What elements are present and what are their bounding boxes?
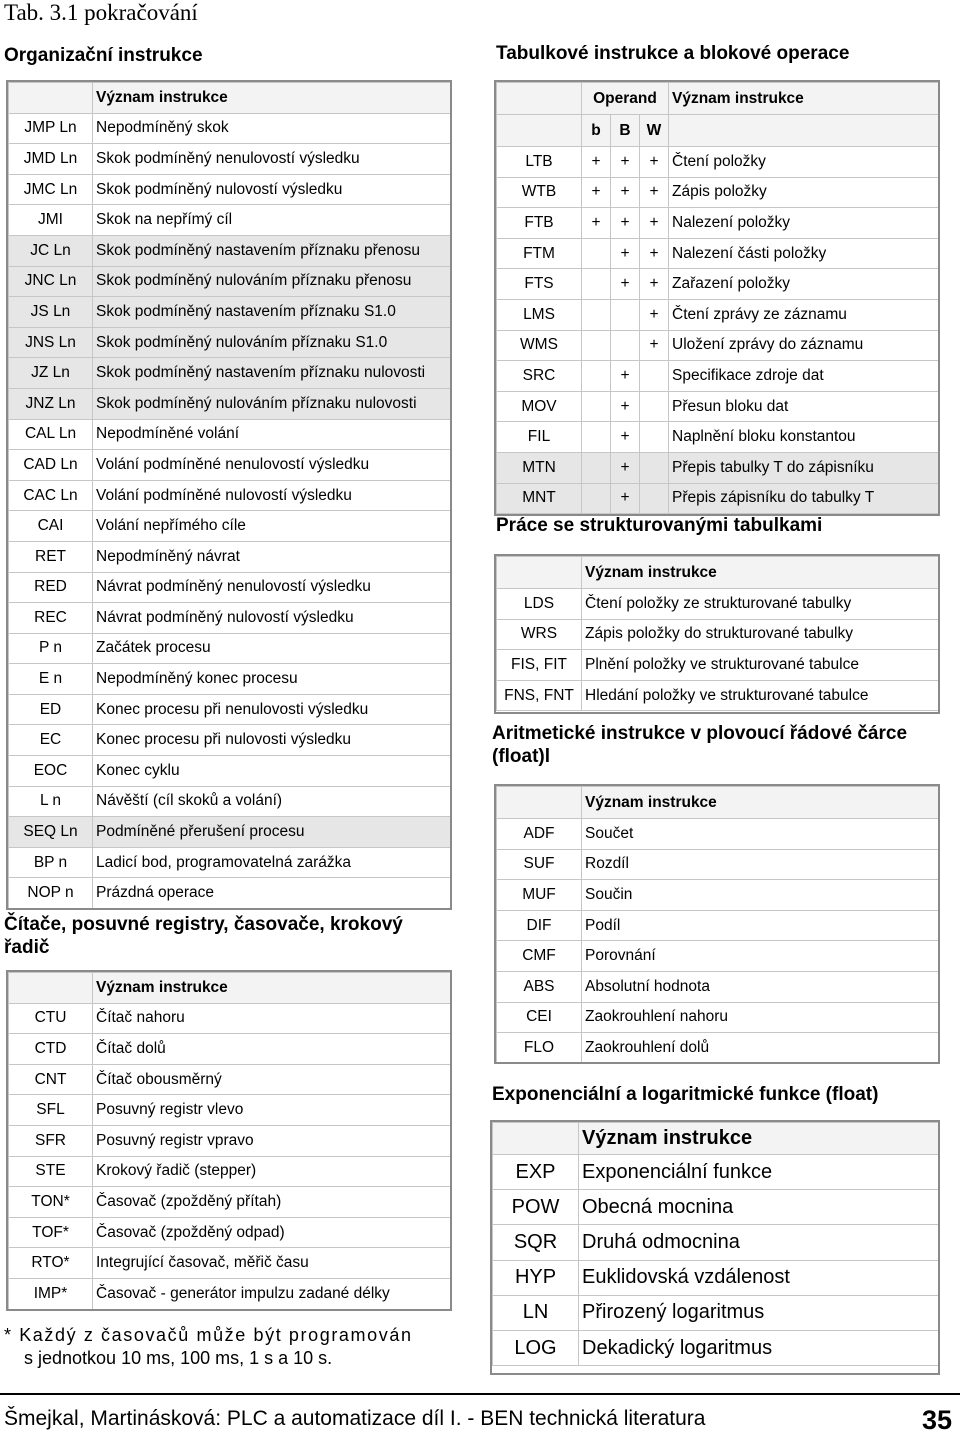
instruction-code: JNZ Ln — [9, 388, 93, 419]
instruction-code: EC — [9, 725, 93, 756]
instruction-meaning: Druhá odmocnina — [579, 1225, 939, 1260]
instruction-code: CTD — [9, 1034, 93, 1065]
organizational-instructions-table — [8, 82, 451, 909]
operand-B-mark: + — [611, 269, 640, 300]
operand-B-mark: + — [611, 147, 640, 178]
table-ops-row — [497, 208, 939, 239]
instruction-meaning: Euklidovská vzdálenost — [579, 1260, 939, 1295]
instruction-meaning: Čítač nahoru — [93, 1003, 451, 1034]
table-instructions-table — [496, 82, 939, 514]
instruction-code: CNT — [9, 1064, 93, 1095]
instruction-meaning: Čítač obousměrný — [93, 1064, 451, 1095]
instruction-meaning: Časovač (zpožděný odpad) — [93, 1217, 451, 1248]
instruction-code: JC Ln — [9, 235, 93, 266]
table-ops-row — [497, 299, 939, 330]
org-row — [9, 664, 451, 695]
instruction-meaning: Porovnání — [582, 941, 939, 972]
instruction-meaning: Ladicí bod, programovatelná zarážka — [93, 847, 451, 878]
instruction-code: WMS — [497, 330, 582, 361]
instruction-meaning: Skok podmíněný nastavením příznaku přenosu — [93, 235, 451, 266]
instruction-code: WRS — [497, 619, 582, 650]
instruction-meaning: Podmíněné přerušení procesu — [93, 817, 451, 848]
operand-W-mark: + — [640, 330, 669, 361]
operand-b-mark — [582, 269, 611, 300]
instruction-code: FNS, FNT — [497, 680, 582, 711]
instruction-meaning: Součet — [582, 819, 939, 850]
exponential-row — [493, 1260, 939, 1295]
operand-b-mark: + — [582, 177, 611, 208]
meaning-header: Význam instrukce — [582, 557, 939, 589]
instruction-meaning: Konec procesu při nenulovosti výsledku — [93, 694, 451, 725]
table-ops-row — [497, 238, 939, 269]
instruction-meaning: Skok podmíněný nulováním příznaku S1.0 — [93, 327, 451, 358]
instruction-code: BP n — [9, 847, 93, 878]
instruction-meaning: Volání nepřímého cíle — [93, 511, 451, 542]
operand-W-mark — [640, 391, 669, 422]
operand-W-mark — [640, 422, 669, 453]
instruction-meaning: Nepodmíněné volání — [93, 419, 451, 450]
arithmetic-header-row — [497, 787, 939, 819]
instruction-meaning: Podíl — [582, 910, 939, 941]
exponential-table — [492, 1122, 939, 1366]
instruction-code: MTN — [497, 452, 582, 483]
operand-W-mark — [640, 361, 669, 392]
org-row — [9, 297, 451, 328]
instruction-meaning: Obecná mocnina — [579, 1190, 939, 1225]
table-ops-row — [497, 269, 939, 300]
heading-exponential: Exponenciální a logaritmické funkce (float) — [492, 1084, 879, 1105]
instruction-meaning: Čtení položky ze strukturované tabulky — [582, 589, 939, 620]
operand-B-mark: + — [611, 391, 640, 422]
instruction-meaning: Absolutní hodnota — [582, 971, 939, 1002]
header-blank — [9, 83, 93, 114]
table-caption: Tab. 3.1 pokračování — [4, 0, 198, 25]
instruction-meaning: Návrat podmíněný nenulovostí výsledku — [93, 572, 451, 603]
operand-B-header: B — [611, 115, 640, 147]
counter-row — [9, 1217, 451, 1248]
org-row — [9, 725, 451, 756]
org-header-row — [9, 83, 451, 114]
org-row — [9, 388, 451, 419]
operand-subheader-row — [497, 115, 939, 147]
instruction-code: CEI — [497, 1002, 582, 1033]
org-row — [9, 205, 451, 236]
instruction-code: ED — [9, 694, 93, 725]
instruction-code: SQR — [493, 1225, 579, 1260]
instruction-code: SFR — [9, 1125, 93, 1156]
exponential-row — [493, 1330, 939, 1365]
instruction-meaning: Dekadický logaritmus — [579, 1330, 939, 1365]
counters-table — [8, 972, 451, 1310]
instruction-meaning: Skok podmíněný nastavením příznaku nulovosti — [93, 358, 451, 389]
instruction-code: CAC Ln — [9, 480, 93, 511]
operand-b-mark — [582, 238, 611, 269]
org-row — [9, 113, 451, 144]
footer-citation: Šmejkal, Martinásková: PLC a automatizace díl I. - BEN technická literatura — [4, 1407, 706, 1430]
instruction-code: CTU — [9, 1003, 93, 1034]
instruction-meaning: Čtení položky — [669, 147, 939, 178]
instruction-meaning: Hledání položky ve strukturované tabulce — [582, 680, 939, 711]
instruction-meaning: Skok podmíněný nulováním příznaku nulovosti — [93, 388, 451, 419]
instruction-code: ADF — [497, 819, 582, 850]
counter-row — [9, 1125, 451, 1156]
operand-B-mark: + — [611, 422, 640, 453]
counter-row — [9, 1248, 451, 1279]
instruction-code: HYP — [493, 1260, 579, 1295]
structured-row — [497, 619, 939, 650]
operand-W-mark: + — [640, 177, 669, 208]
org-row — [9, 817, 451, 848]
instruction-meaning: Posuvný registr vlevo — [93, 1095, 451, 1126]
structured-row — [497, 680, 939, 711]
instruction-code: IMP* — [9, 1278, 93, 1309]
table-ops-row — [497, 452, 939, 483]
instruction-meaning: Zápis položky — [669, 177, 939, 208]
table-ops-row — [497, 177, 939, 208]
org-row — [9, 480, 451, 511]
instruction-code: FLO — [497, 1033, 582, 1064]
instruction-code: TON* — [9, 1187, 93, 1218]
meaning-header: Význam instrukce — [93, 83, 451, 114]
operand-W-mark: + — [640, 238, 669, 269]
operand-B-mark: + — [611, 208, 640, 239]
org-row — [9, 327, 451, 358]
heading-organizational: Organizační instrukce — [4, 45, 203, 66]
operand-b-mark: + — [582, 147, 611, 178]
instruction-meaning: Nalezení položky — [669, 208, 939, 239]
instruction-meaning: Zaokrouhlení nahoru — [582, 1002, 939, 1033]
instruction-code: POW — [493, 1190, 579, 1225]
table-ops-row — [497, 391, 939, 422]
instruction-code: SRC — [497, 361, 582, 392]
instruction-meaning: Přesun bloku dat — [669, 391, 939, 422]
operand-W-mark: + — [640, 299, 669, 330]
operand-b-mark — [582, 452, 611, 483]
exponential-row — [493, 1155, 939, 1190]
counter-row — [9, 1003, 451, 1034]
structured-row — [497, 650, 939, 681]
meaning-header: Význam instrukce — [579, 1123, 939, 1155]
instruction-code: JMI — [9, 205, 93, 236]
org-row — [9, 419, 451, 450]
table-ops-header-row — [497, 83, 939, 115]
instruction-code: FIL — [497, 422, 582, 453]
instruction-code: JS Ln — [9, 297, 93, 328]
instruction-meaning: Zápis položky do strukturované tabulky — [582, 619, 939, 650]
instruction-meaning: Konec cyklu — [93, 756, 451, 787]
instruction-code: JMC Ln — [9, 174, 93, 205]
operand-W-mark — [640, 483, 669, 514]
instruction-meaning: Plnění položky ve strukturované tabulce — [582, 650, 939, 681]
instruction-code: JNC Ln — [9, 266, 93, 297]
arithmetic-row — [497, 849, 939, 880]
operand-header: Operand — [582, 83, 669, 115]
arithmetic-row — [497, 880, 939, 911]
instruction-code: RED — [9, 572, 93, 603]
instruction-meaning: Uložení zprávy do záznamu — [669, 330, 939, 361]
instruction-code: MOV — [497, 391, 582, 422]
org-row — [9, 358, 451, 389]
instruction-code: FIS, FIT — [497, 650, 582, 681]
instruction-meaning: Návrat podmíněný nulovostí výsledku — [93, 603, 451, 634]
instruction-code: LDS — [497, 589, 582, 620]
org-row — [9, 144, 451, 175]
meaning-header: Význam instrukce — [582, 787, 939, 819]
heading-arithmetic: Aritmetické instrukce v plovoucí řádové čárce (float)l — [492, 723, 908, 767]
instruction-code: ABS — [497, 971, 582, 1002]
instruction-meaning: Exponenciální funkce — [579, 1155, 939, 1190]
arithmetic-row — [497, 910, 939, 941]
instruction-code: LOG — [493, 1330, 579, 1365]
instruction-meaning: Konec procesu při nulovosti výsledku — [93, 725, 451, 756]
operand-W-header: W — [640, 115, 669, 147]
instruction-code: SUF — [497, 849, 582, 880]
heading-counters: Čítače, posuvné registry, časovače, krokový řadič — [4, 914, 403, 958]
arithmetic-row — [497, 1033, 939, 1064]
footnote-line-2: s jednotkou 10 ms, 100 ms, 1 s a 10 s. — [24, 1348, 333, 1368]
counter-row — [9, 1278, 451, 1309]
instruction-meaning: Nepodmíněný konec procesu — [93, 664, 451, 695]
counter-row — [9, 1034, 451, 1065]
instruction-meaning: Posuvný registr vpravo — [93, 1125, 451, 1156]
meaning-header: Význam instrukce — [669, 83, 939, 115]
instruction-code: NOP n — [9, 878, 93, 909]
org-row — [9, 450, 451, 481]
instruction-meaning: Skok podmíněný nenulovostí výsledku — [93, 144, 451, 175]
instruction-code: E n — [9, 664, 93, 695]
instruction-meaning: Skok podmíněný nulováním příznaku přenosu — [93, 266, 451, 297]
org-row — [9, 511, 451, 542]
operand-b-mark — [582, 330, 611, 361]
table-ops-row — [497, 361, 939, 392]
org-row — [9, 633, 451, 664]
instruction-code: MNT — [497, 483, 582, 514]
instruction-meaning: Integrující časovač, měřič času — [93, 1248, 451, 1279]
org-row — [9, 847, 451, 878]
operand-b-mark: + — [582, 208, 611, 239]
exponential-row — [493, 1225, 939, 1260]
instruction-code: EOC — [9, 756, 93, 787]
counter-row — [9, 1095, 451, 1126]
instruction-code: JZ Ln — [9, 358, 93, 389]
structured-header-row — [497, 557, 939, 589]
operand-W-mark: + — [640, 147, 669, 178]
counter-row — [9, 1156, 451, 1187]
instruction-code: JNS Ln — [9, 327, 93, 358]
arithmetic-row — [497, 941, 939, 972]
operand-b-header: b — [582, 115, 611, 147]
arithmetic-row — [497, 971, 939, 1002]
org-row — [9, 266, 451, 297]
instruction-meaning: Přirozený logaritmus — [579, 1295, 939, 1330]
org-row — [9, 694, 451, 725]
instruction-meaning: Nepodmíněný skok — [93, 113, 451, 144]
counter-row — [9, 1064, 451, 1095]
instruction-meaning: Čítač dolů — [93, 1034, 451, 1065]
structured-tables-table — [496, 556, 939, 711]
instruction-code: DIF — [497, 910, 582, 941]
org-row — [9, 174, 451, 205]
arithmetic-row — [497, 819, 939, 850]
instruction-meaning: Časovač - generátor impulzu zadané délky — [93, 1278, 451, 1309]
instruction-code: RTO* — [9, 1248, 93, 1279]
instruction-meaning: Přepis tabulky T do zápisníku — [669, 452, 939, 483]
arithmetic-row — [497, 1002, 939, 1033]
table-ops-row — [497, 483, 939, 514]
instruction-meaning: Zařazení položky — [669, 269, 939, 300]
footer-rule — [0, 1393, 960, 1395]
instruction-meaning: Volání podmíněné nenulovostí výsledku — [93, 450, 451, 481]
instruction-code: JMD Ln — [9, 144, 93, 175]
exponential-header-row — [493, 1123, 939, 1155]
instruction-meaning: Čtení zprávy ze záznamu — [669, 299, 939, 330]
instruction-meaning: Začátek procesu — [93, 633, 451, 664]
instruction-meaning: Krokový řadič (stepper) — [93, 1156, 451, 1187]
instruction-code: SEQ Ln — [9, 817, 93, 848]
counter-header-row — [9, 973, 451, 1004]
instruction-code: L n — [9, 786, 93, 817]
operand-b-mark — [582, 361, 611, 392]
operand-B-mark: + — [611, 177, 640, 208]
instruction-code: LTB — [497, 147, 582, 178]
instruction-meaning: Volání podmíněné nulovostí výsledku — [93, 480, 451, 511]
operand-B-mark — [611, 330, 640, 361]
instruction-code: JMP Ln — [9, 113, 93, 144]
instruction-meaning: Specifikace zdroje dat — [669, 361, 939, 392]
operand-W-mark: + — [640, 208, 669, 239]
operand-b-mark — [582, 391, 611, 422]
operand-B-mark — [611, 299, 640, 330]
org-row — [9, 603, 451, 634]
instruction-meaning: Skok podmíněný nulovostí výsledku — [93, 174, 451, 205]
instruction-meaning: Naplnění bloku konstantou — [669, 422, 939, 453]
instruction-code: TOF* — [9, 1217, 93, 1248]
org-row — [9, 756, 451, 787]
arithmetic-table — [496, 786, 939, 1064]
instruction-code: REC — [9, 603, 93, 634]
instruction-code: SFL — [9, 1095, 93, 1126]
instruction-code: FTB — [497, 208, 582, 239]
instruction-code: CMF — [497, 941, 582, 972]
table-ops-row — [497, 330, 939, 361]
operand-b-mark — [582, 422, 611, 453]
instruction-code: CAD Ln — [9, 450, 93, 481]
exponential-row — [493, 1295, 939, 1330]
instruction-code: STE — [9, 1156, 93, 1187]
instruction-code: RET — [9, 541, 93, 572]
meaning-header: Význam instrukce — [93, 973, 451, 1004]
instruction-meaning: Návěští (cíl skoků a volání) — [93, 786, 451, 817]
org-row — [9, 572, 451, 603]
org-row — [9, 541, 451, 572]
header-blank — [9, 973, 93, 1004]
operand-b-mark — [582, 483, 611, 514]
table-ops-row — [497, 422, 939, 453]
instruction-code: EXP — [493, 1155, 579, 1190]
instruction-meaning: Rozdíl — [582, 849, 939, 880]
operand-W-mark: + — [640, 269, 669, 300]
operand-B-mark: + — [611, 452, 640, 483]
instruction-code: FTS — [497, 269, 582, 300]
org-row — [9, 878, 451, 909]
table-ops-row — [497, 147, 939, 178]
operand-b-mark — [582, 299, 611, 330]
org-row — [9, 786, 451, 817]
page-number: 35 — [921, 1405, 952, 1435]
operand-W-mark — [640, 452, 669, 483]
org-row — [9, 235, 451, 266]
operand-B-mark: + — [611, 238, 640, 269]
instruction-code: P n — [9, 633, 93, 664]
heading-table-ops: Tabulkové instrukce a blokové operace — [496, 43, 850, 64]
instruction-code: FTM — [497, 238, 582, 269]
instruction-meaning: Prázdná operace — [93, 878, 451, 909]
instruction-meaning: Součin — [582, 880, 939, 911]
instruction-meaning: Nalezení části položky — [669, 238, 939, 269]
exponential-row — [493, 1190, 939, 1225]
operand-B-mark: + — [611, 483, 640, 514]
instruction-code: CAL Ln — [9, 419, 93, 450]
instruction-meaning: Časovač (zpožděný přítah) — [93, 1187, 451, 1218]
heading-structured: Práce se strukturovanými tabulkami — [496, 515, 823, 536]
instruction-code: LN — [493, 1295, 579, 1330]
operand-B-mark: + — [611, 361, 640, 392]
counter-row — [9, 1187, 451, 1218]
footnote — [4, 1324, 413, 1370]
instruction-code: LMS — [497, 299, 582, 330]
instruction-code: CAI — [9, 511, 93, 542]
instruction-code: WTB — [497, 177, 582, 208]
instruction-meaning: Skok na nepřímý cíl — [93, 205, 451, 236]
instruction-code: MUF — [497, 880, 582, 911]
footnote-line-1: * Každý z časovačů může být programován — [4, 1325, 413, 1345]
instruction-meaning: Zaokrouhlení dolů — [582, 1033, 939, 1064]
instruction-meaning: Přepis zápisníku do tabulky T — [669, 483, 939, 514]
structured-row — [497, 589, 939, 620]
instruction-meaning: Nepodmíněný návrat — [93, 541, 451, 572]
instruction-meaning: Skok podmíněný nastavením příznaku S1.0 — [93, 297, 451, 328]
